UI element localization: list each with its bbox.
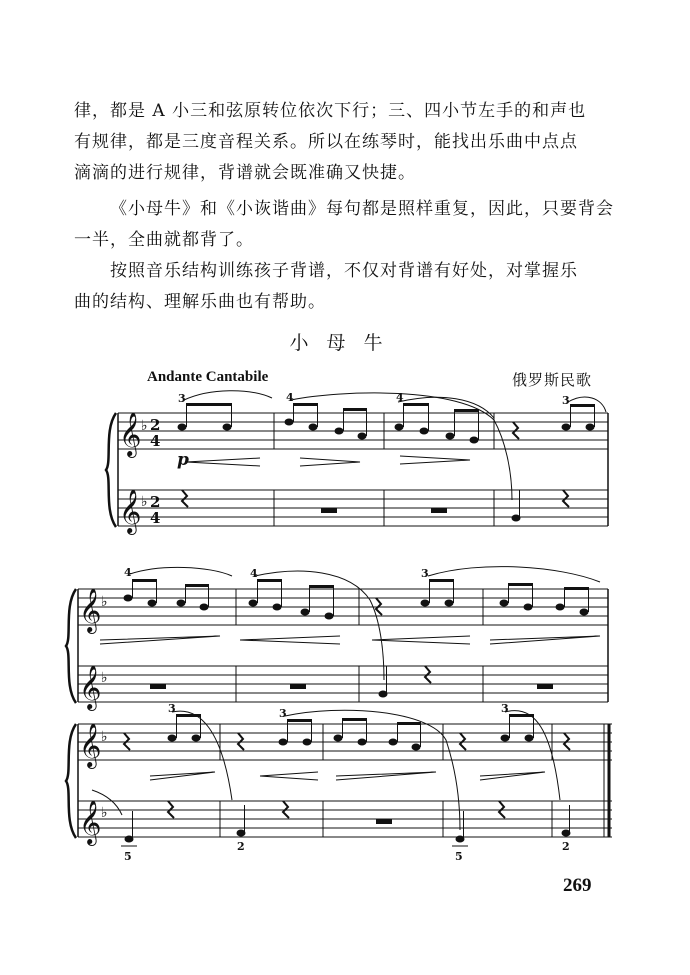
beam	[454, 409, 479, 412]
note-head	[562, 424, 571, 431]
note-stem	[156, 580, 157, 603]
system-1-slurs	[184, 391, 606, 500]
note-stem	[287, 720, 288, 742]
note-head	[501, 735, 510, 742]
note-stem	[257, 580, 258, 603]
note-stem	[208, 585, 209, 607]
beam	[564, 587, 589, 590]
fingering: 3	[562, 394, 570, 407]
text-line: 律，都是 A 小三和弦原转位依次下行；三、四小节左手的和声也	[74, 101, 587, 121]
beam	[287, 719, 312, 722]
note-head	[223, 424, 232, 431]
fingering: 4	[286, 391, 294, 404]
whole-rest	[537, 684, 553, 689]
note-head	[285, 419, 294, 426]
note-head	[335, 428, 344, 435]
system-3-symbols	[79, 702, 571, 863]
note-stem	[397, 723, 398, 742]
note-head	[556, 604, 565, 611]
time-signature-top: 2	[150, 493, 161, 511]
flat-icon: ♭	[101, 670, 108, 686]
treble-clef-icon: 𝄞	[119, 412, 142, 456]
tempo-marking: Andante Cantabile	[147, 369, 269, 385]
note-stem	[478, 410, 479, 440]
note-head	[334, 735, 343, 742]
note-head	[445, 600, 454, 607]
treble-clef-icon: 𝄞	[79, 723, 102, 767]
note-head	[500, 600, 509, 607]
note-stem	[594, 405, 595, 427]
note-stem	[309, 586, 310, 612]
note-head	[421, 600, 430, 607]
note-head	[178, 424, 187, 431]
beam	[186, 403, 232, 406]
note-head	[309, 424, 318, 431]
beam	[403, 403, 429, 406]
note-stem	[588, 588, 589, 612]
note-head	[358, 739, 367, 746]
whole-rest	[431, 508, 447, 513]
note-head	[192, 735, 201, 742]
whole-rest	[376, 819, 392, 824]
whole-rest	[290, 684, 306, 689]
note-head	[358, 433, 367, 440]
note-head	[124, 595, 133, 602]
text-line: 曲的结构、理解乐曲也有帮助。	[74, 292, 326, 312]
treble-clef-icon: 𝄞	[79, 665, 102, 709]
beam	[293, 403, 318, 406]
note-stem	[231, 404, 232, 427]
flat-icon: ♭	[101, 594, 108, 610]
beam	[342, 718, 367, 721]
note-stem	[185, 585, 186, 603]
text-line: 有规律，都是三度音程关系。所以在练琴时，能找出乐曲中点点	[74, 132, 578, 152]
note-head	[420, 428, 429, 435]
note-stem	[569, 805, 570, 833]
note-stem	[463, 811, 464, 839]
note-head	[168, 735, 177, 742]
note-stem	[428, 404, 429, 431]
fingering: 5	[124, 850, 132, 863]
note-stem	[366, 719, 367, 742]
note-head	[446, 433, 455, 440]
note-stem	[343, 409, 344, 431]
note-stem	[132, 811, 133, 839]
note-stem	[564, 588, 565, 607]
fingering: 4	[250, 567, 258, 580]
note-stem	[186, 404, 187, 427]
note-stem	[342, 719, 343, 738]
note-stem	[403, 404, 404, 427]
fingering: 3	[421, 567, 429, 580]
note-stem	[132, 580, 133, 598]
note-head	[524, 604, 533, 611]
beam	[397, 722, 421, 725]
flat-icon: ♭	[101, 729, 108, 745]
note-stem	[429, 580, 430, 603]
beam	[309, 585, 334, 588]
note-head	[279, 739, 288, 746]
beam	[508, 583, 533, 586]
beam	[257, 579, 282, 582]
note-stem	[281, 580, 282, 607]
note-stem	[454, 410, 455, 436]
note-head	[586, 424, 595, 431]
text-line: 按照音乐结构训练孩子背谱，不仅对背谱有好处，对掌握乐	[110, 261, 578, 281]
note-head	[470, 437, 479, 444]
note-head	[148, 600, 157, 607]
text-line: 一半，全曲就都背了。	[74, 230, 254, 250]
beam	[570, 404, 595, 407]
note-head	[395, 424, 404, 431]
staff-lines	[118, 413, 608, 526]
note-head	[273, 604, 282, 611]
fingering: 4	[396, 391, 404, 404]
note-stem	[311, 720, 312, 742]
note-stem	[317, 404, 318, 427]
note-head	[580, 609, 589, 616]
note-head	[303, 739, 312, 746]
note-head	[301, 609, 310, 616]
note-stem	[293, 404, 294, 422]
flat-icon: ♭	[141, 494, 148, 510]
text-line: 滴滴的进行规律，背谱就会既准确又快捷。	[74, 163, 416, 183]
treble-clef-icon: 𝄞	[79, 800, 102, 844]
flat-icon: ♭	[141, 418, 148, 434]
note-stem	[508, 584, 509, 603]
time-signature-top: 2	[150, 416, 161, 434]
whole-rest	[150, 684, 166, 689]
beam	[429, 579, 454, 582]
beam	[132, 579, 157, 582]
whole-rest	[321, 508, 337, 513]
fingering: 2	[237, 840, 245, 853]
treble-clef-icon: 𝄞	[79, 588, 102, 632]
note-head	[325, 613, 334, 620]
fingering: 2	[562, 840, 570, 853]
note-head	[525, 735, 534, 742]
note-stem	[570, 405, 571, 427]
time-signature-bottom: 4	[150, 509, 161, 527]
dynamic-marking: p	[177, 450, 189, 470]
fingering: 3	[279, 707, 287, 720]
fingering: 3	[168, 702, 176, 715]
fingering: 3	[501, 702, 509, 715]
note-stem	[386, 666, 387, 694]
page-number: 269	[563, 875, 592, 896]
note-stem	[420, 723, 421, 747]
flat-icon: ♭	[101, 805, 108, 821]
time-signature-bottom: 4	[150, 432, 161, 450]
text-line: 《小母牛》和《小诙谐曲》每句都是照样重复，因此，只要背会	[110, 199, 614, 219]
note-stem	[244, 805, 245, 833]
note-head	[249, 600, 258, 607]
treble-clef-icon: 𝄞	[119, 489, 142, 533]
note-stem	[453, 580, 454, 603]
system-3-slurs	[92, 710, 560, 830]
beam	[185, 584, 209, 587]
composer-credit: 俄罗斯民歌	[512, 371, 593, 389]
note-stem	[333, 586, 334, 616]
note-head	[177, 600, 186, 607]
beam	[343, 408, 367, 411]
note-stem	[532, 584, 533, 607]
note-stem	[176, 715, 177, 738]
note-head	[389, 739, 398, 746]
fingering: 4	[124, 566, 132, 579]
fingering: 5	[455, 850, 463, 863]
note-head	[412, 744, 421, 751]
note-head	[200, 604, 209, 611]
score-title: 小母牛	[289, 332, 401, 354]
note-stem	[509, 715, 510, 738]
note-stem	[519, 490, 520, 518]
fingering: 3	[178, 392, 186, 405]
note-stem	[366, 409, 367, 436]
